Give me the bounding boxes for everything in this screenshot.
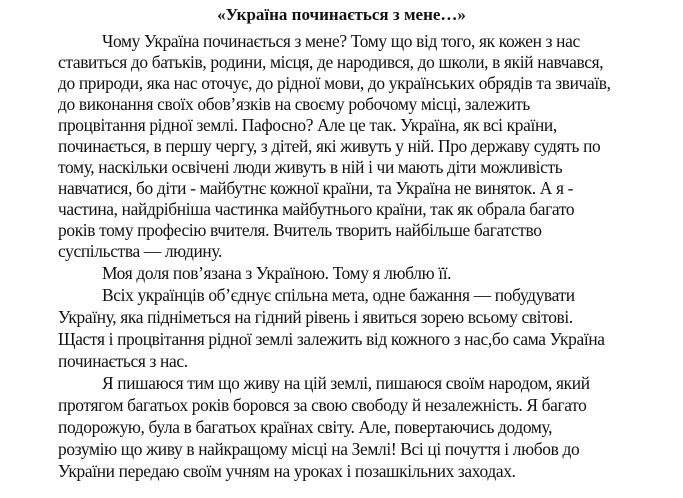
text-line: Я пишаюся тим що живу на цій землі, пишаюся своїм народом, який [102,373,590,393]
text-line: розумію що живу в найкращому місці на Землі! Всі ці почуття і любов до [58,439,580,459]
text-line: частина, найдрібніша частинка майбутнього країни, так як обрала багато [58,199,575,219]
text-line: суспільства — людину. [58,241,222,261]
text-line: тому, наскільки освічені люди живуть в ній і чи мають діти можливість [58,157,563,177]
text-line: до природи, яка нас оточує, до рідної мови, до українських обрядів та звичаїв, [58,73,611,93]
text-line: Чому Україна починається з мене? Тому що від того, як кожен з нас [102,31,580,51]
text-line: Моя доля пов’язана з Україною. Тому я люблю її. [102,263,452,283]
text-line: років тому професію вчителя. Вчитель творить найбільше багатство [58,220,542,240]
text-line: Україну, яка підніметься на гідний рівень і явиться зорею всьому світові. [58,307,573,327]
text-line: до виконання своїх обов’язків на своєму робочому місці, залежить [58,94,531,114]
text-line: протягом багатьох років боровся за свою свободу й незалежність. Я багато [58,395,587,415]
text-line: процвітання рідної землі. Пафосно? Але це так. Україна, як всі країни, [58,115,557,135]
text-line: Щастя і процвітання рідної землі залежить від кожного з нас,бо сама Україна [58,329,605,349]
text-line: починається, в першу чергу, з дітей, які живуть у ній. Про державу судять по [58,136,601,156]
text-line: ставиться до батьків, родини, місця, де народився, до школи, в якій навчався, [58,52,604,72]
document-title: «Україна починається з мене…» [217,5,466,24]
text-line: навчатися, бо діти - майбутнє кожної країни, та Україна не виняток. А я - [58,178,574,198]
text-line: України передаю своїм учням на уроках і позашкільних заходах. [58,461,516,481]
text-line: починається з нас. [58,351,188,371]
text-line: Всіх українців об’єднує спільна мета, одне бажання — побудувати [102,285,575,305]
text-line: подорожую, була в багатьох країнах світу. Але, повертаючись додому, [58,417,553,437]
